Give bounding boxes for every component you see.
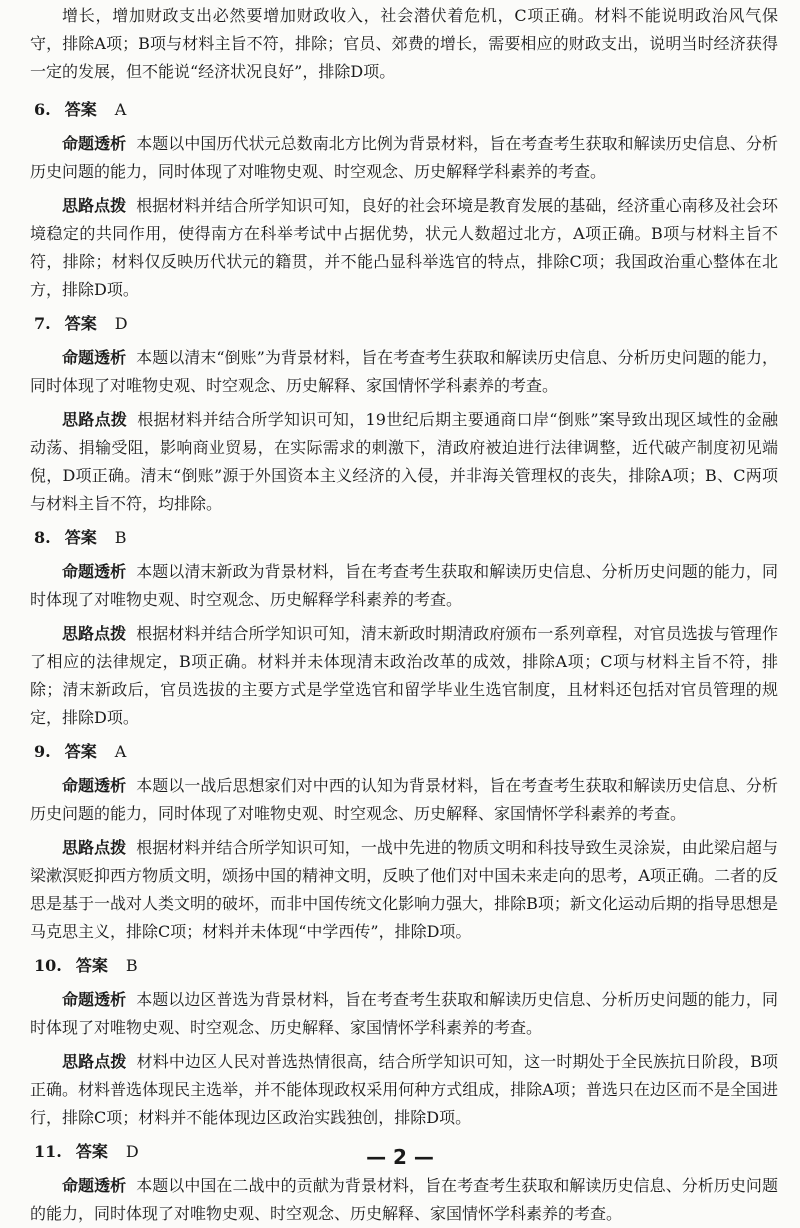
intent-paragraph bbox=[30, 344, 778, 400]
intent-paragraph bbox=[30, 558, 778, 614]
answer-line bbox=[30, 96, 778, 124]
answer-label: 答案 bbox=[64, 742, 97, 761]
intent-label: 命题透析 bbox=[62, 990, 127, 1009]
answer-value: B bbox=[114, 528, 127, 547]
analysis-label: 思路点拨 bbox=[62, 624, 127, 643]
analysis-paragraph bbox=[30, 406, 778, 518]
intent-paragraph bbox=[30, 772, 778, 828]
intent-text: 本题以一战后思想家们对中西的认知为背景材料，旨在考查考生获取和解读历史信息、分析历史问题的能力，同时体现了对唯物史观、时空观念、历史解释、家国情怀学科素养的考查。 bbox=[30, 776, 778, 823]
analysis-label: 思路点拨 bbox=[62, 410, 128, 429]
question-number: 6. bbox=[34, 100, 51, 119]
intent-text: 本题以清末“倒账”为背景材料，旨在考查考生获取和解读历史信息、分析历史问题的能力，同时体现了对唯物史观、时空观念、历史解释、家国情怀学科素养的考查。 bbox=[30, 348, 778, 395]
intent-text: 本题以中国历代状元总数南北方比例为背景材料，旨在考查考生获取和解读历史信息、分析历史问题的能力，同时体现了对唯物史观、时空观念、历史解释学科素养的考查。 bbox=[30, 134, 778, 181]
answer-item bbox=[30, 96, 778, 304]
answer-line bbox=[30, 524, 778, 552]
answer-items-list bbox=[30, 96, 778, 1228]
answer-value: B bbox=[125, 956, 138, 975]
intent-label: 命题透析 bbox=[62, 348, 127, 367]
analysis-text: 材料中边区人民对普选热情很高，结合所学知识可知，这一时期处于全民族抗日阶段，B项正确。材料普选体现民主选举，并不能体现政权采用何种方式组成，排除A项；普选只在边区而不是全国进行，排除C项；材料并不能体现边区政治实践独创，排除D项。 bbox=[30, 1052, 778, 1127]
intent-label: 命题透析 bbox=[62, 776, 127, 795]
analysis-label: 思路点拨 bbox=[62, 196, 127, 215]
analysis-text: 根据材料并结合所学知识可知，清末新政时期清政府颁布一系列章程，对官员选拔与管理作了相应的法律规定，B项正确。材料并未体现清末政治改革的成效，排除A项；C项与材料主旨不符，排除；清末新政后，官员选拔的主要方式是学堂选官和留学毕业生选官制度，且材料还包括对官员管理的规定，排除D项。 bbox=[30, 624, 778, 727]
intent-paragraph bbox=[30, 1172, 778, 1228]
answer-line bbox=[30, 952, 778, 980]
intent-label: 命题透析 bbox=[62, 134, 127, 153]
analysis-label: 思路点拨 bbox=[62, 838, 127, 857]
analysis-label: 思路点拨 bbox=[62, 1052, 127, 1071]
analysis-paragraph bbox=[30, 192, 778, 304]
answer-value: A bbox=[114, 742, 127, 761]
analysis-paragraph bbox=[30, 620, 778, 732]
intent-text: 本题以清末新政为背景材料，旨在考查考生获取和解读历史信息、分析历史问题的能力，同时体现了对唯物史观、时空观念、历史解释学科素养的考查。 bbox=[30, 562, 778, 609]
answer-value: A bbox=[114, 100, 127, 119]
answer-item bbox=[30, 952, 778, 1132]
analysis-text: 根据材料并结合所学知识可知，19世纪后期主要通商口岸“倒账”案导致出现区域性的金融动荡、捐输受阻，影响商业贸易，在实际需求的刺激下，清政府被迫进行法律调整，近代破产制度初见端倪，D项正确。清末“倒账”源于外国资本主义经济的入侵，并非海关管理权的丧失，排除A项；B、C两项与材料主旨不符，均排除。 bbox=[30, 410, 778, 513]
question-number: 11. bbox=[34, 1142, 62, 1161]
answer-label: 答案 bbox=[64, 528, 97, 547]
answer-line bbox=[30, 738, 778, 766]
analysis-text: 根据材料并结合所学知识可知，一战中先进的物质文明和科技导致生灵涂炭，由此梁启超与梁漱溟贬抑西方物质文明，颂扬中国的精神文明，反映了他们对中国未来走向的思考，A项正确。二者的反思是基于一战对人类文明的破坏，而非中国传统文化影响力强大，排除B项；新文化运动后期的指导思想是马克思主义，排除C项；材料并未体现“中学西传”，排除D项。 bbox=[30, 838, 778, 941]
answer-line bbox=[30, 310, 778, 338]
question-number: 9. bbox=[34, 742, 51, 761]
answer-item bbox=[30, 310, 778, 518]
answer-label: 答案 bbox=[64, 314, 97, 333]
answer-label: 答案 bbox=[64, 100, 97, 119]
question-number: 8. bbox=[34, 528, 51, 547]
answer-value: D bbox=[125, 1142, 139, 1161]
intent-label: 命题透析 bbox=[62, 1176, 127, 1195]
answer-item bbox=[30, 524, 778, 732]
page-number: — 2 — bbox=[366, 1145, 434, 1169]
intent-paragraph bbox=[30, 130, 778, 186]
answer-value: D bbox=[114, 314, 128, 333]
intent-text: 本题以边区普选为背景材料，旨在考查考生获取和解读历史信息、分析历史问题的能力，同时体现了对唯物史观、时空观念、历史解释、家国情怀学科素养的考查。 bbox=[30, 990, 778, 1037]
analysis-paragraph bbox=[30, 1048, 778, 1132]
analysis-text: 根据材料并结合所学知识可知，良好的社会环境是教育发展的基础，经济重心南移及社会环境稳定的共同作用，使得南方在科举考试中占据优势，状元人数超过北方，A项正确。B项与材料主旨不符，排除；材料仅反映历代状元的籍贯，并不能凸显科举选官的特点，排除C项；我国政治重心整体在北方，排除D项。 bbox=[30, 196, 778, 299]
question-number: 10. bbox=[34, 956, 62, 975]
intro-paragraph: 增长，增加财政支出必然要增加财政收入，社会潜伏着危机，C项正确。材料不能说明政治风气保守，排除A项；B项与材料主旨不符，排除；官员、郊费的增长，需要相应的财政支出，说明当时经济获得一定的发展，但不能说“经济状况良好”，排除D项。 bbox=[30, 6, 778, 81]
analysis-paragraph bbox=[30, 834, 778, 946]
answer-label: 答案 bbox=[75, 1142, 108, 1161]
intent-label: 命题透析 bbox=[62, 562, 127, 581]
intent-text: 本题以中国在二战中的贡献为背景材料，旨在考查考生获取和解读历史信息、分析历史问题的能力，同时体现了对唯物史观、时空观念、历史解释、家国情怀学科素养的考查。 bbox=[30, 1176, 778, 1223]
answer-label: 答案 bbox=[75, 956, 108, 975]
question-number: 7. bbox=[34, 314, 51, 333]
intent-paragraph bbox=[30, 986, 778, 1042]
answer-item bbox=[30, 738, 778, 946]
